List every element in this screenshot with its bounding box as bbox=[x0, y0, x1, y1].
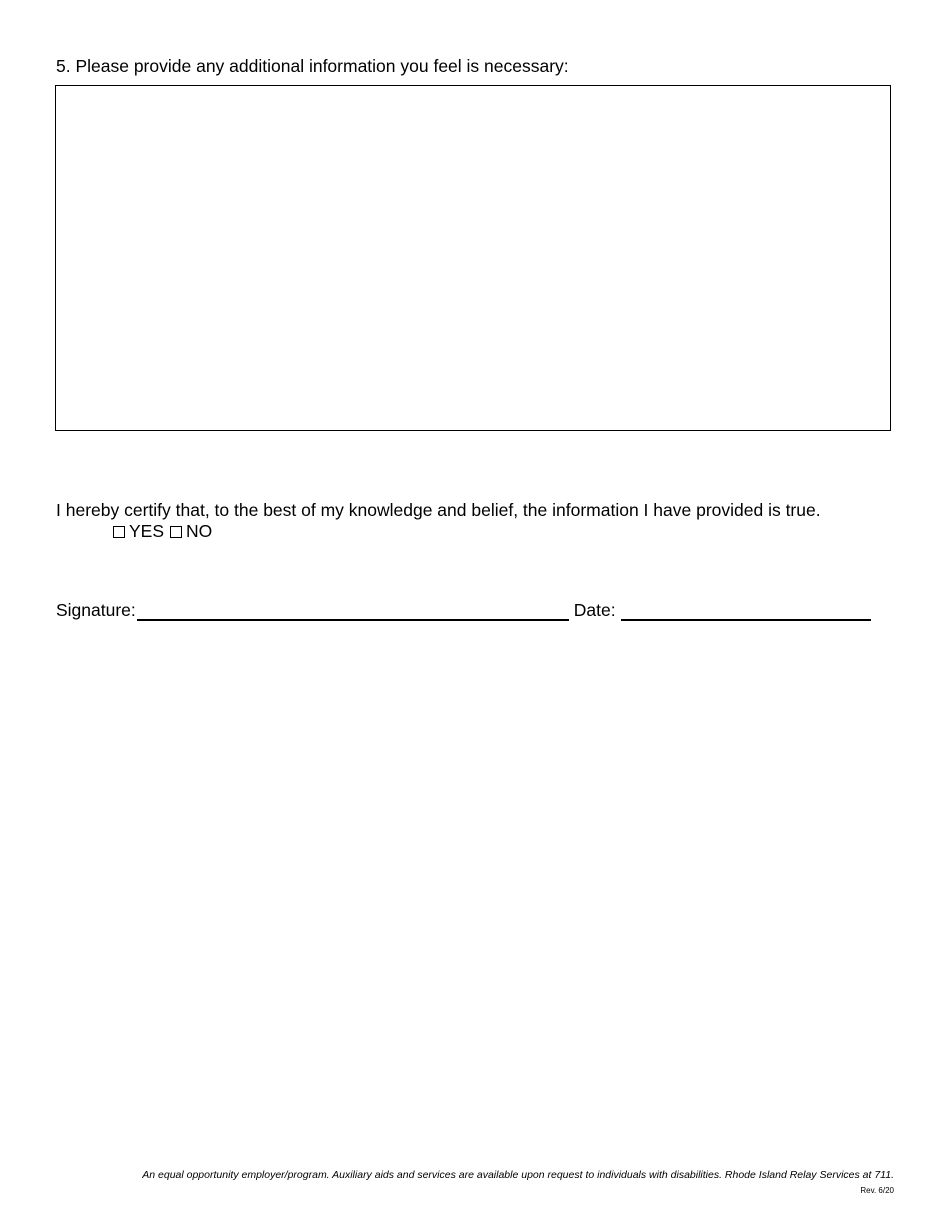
no-checkbox[interactable] bbox=[170, 526, 182, 538]
certification-choices bbox=[113, 520, 212, 542]
no-label: NO bbox=[186, 521, 213, 541]
equal-opportunity-notice: An equal opportunity employer/program. Auxiliary aids and services are available upon request to individuals with disabilities. Rhode Island Relay Services at 711. bbox=[142, 1169, 894, 1181]
date-label: Date: bbox=[573, 600, 616, 620]
signature-label: Signature: bbox=[56, 600, 136, 620]
additional-information-field[interactable] bbox=[55, 85, 891, 431]
signature-row bbox=[56, 599, 871, 621]
certification-statement: I hereby certify that, to the best of my knowledge and belief, the information I have provided is true. bbox=[56, 500, 821, 520]
yes-checkbox[interactable] bbox=[113, 526, 125, 538]
yes-label: YES bbox=[129, 521, 165, 541]
revision-label: Rev. 6/20 bbox=[860, 1186, 894, 1195]
no-option[interactable] bbox=[170, 520, 212, 542]
yes-option[interactable] bbox=[113, 520, 164, 542]
question-5-label: 5. Please provide any additional information you feel is necessary: bbox=[56, 56, 569, 76]
date-field[interactable] bbox=[621, 601, 871, 621]
signature-field[interactable] bbox=[137, 601, 569, 621]
